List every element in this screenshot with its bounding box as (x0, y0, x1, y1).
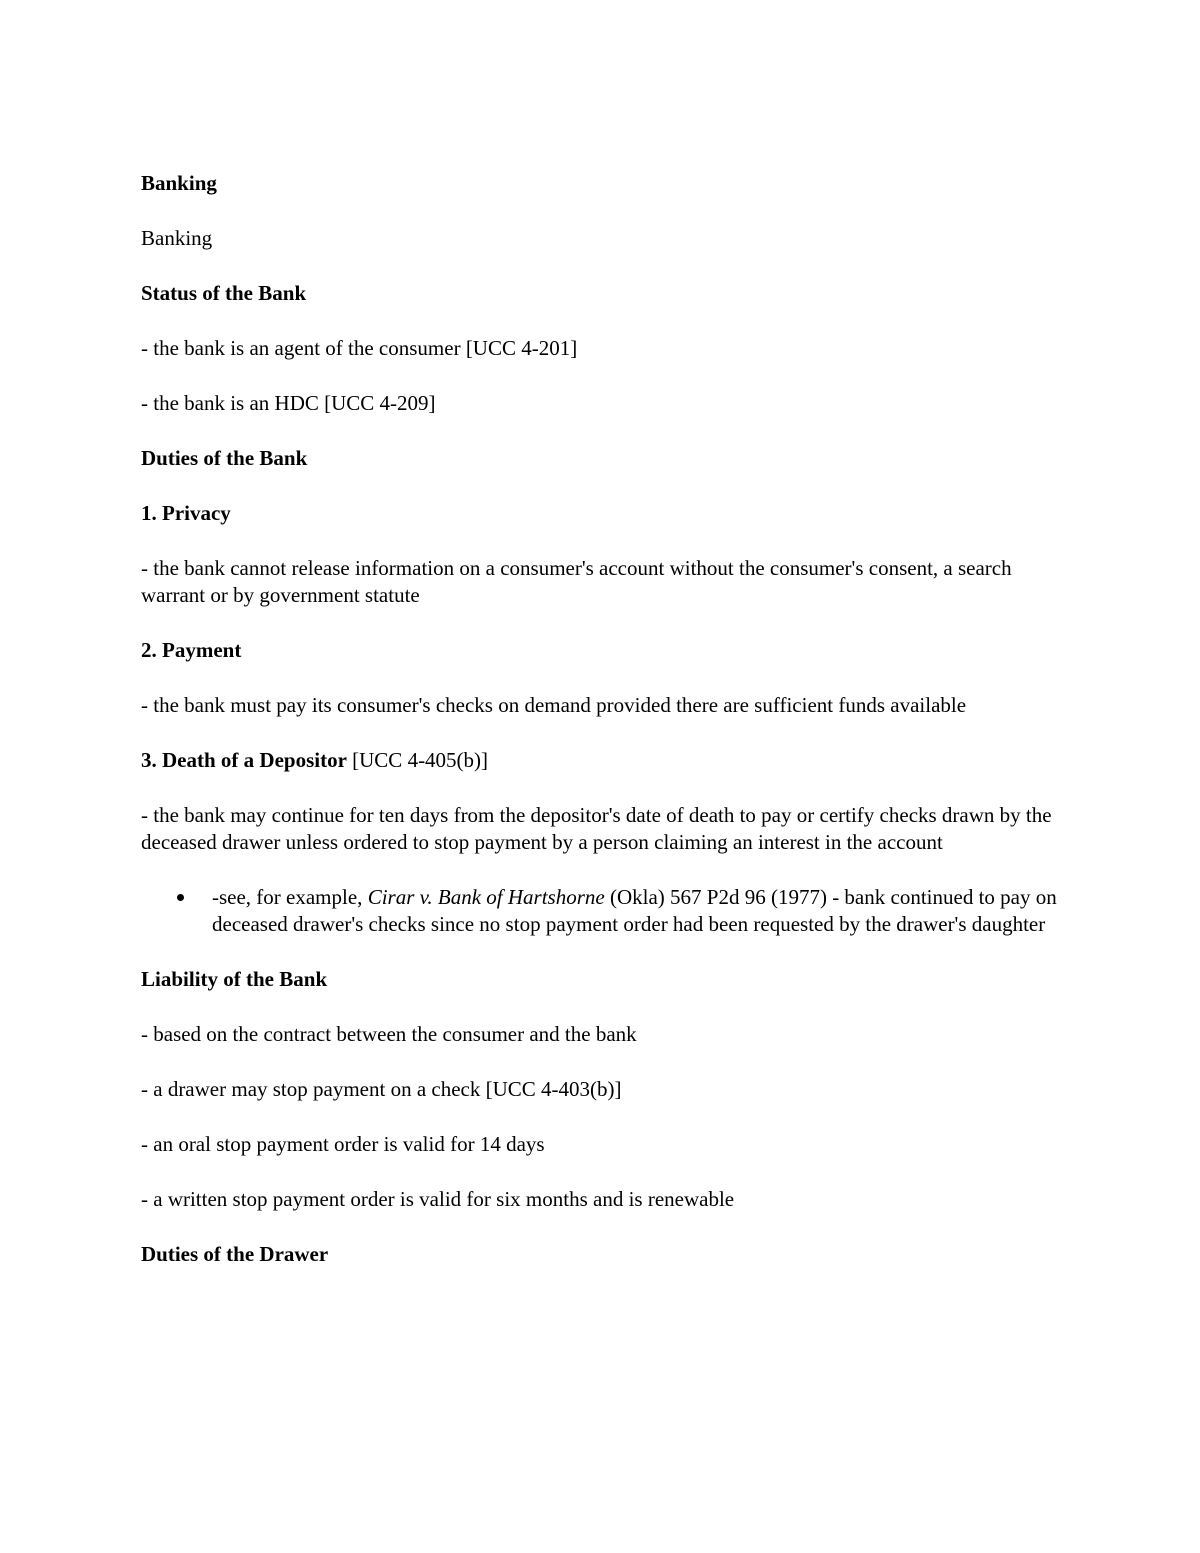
case-prefix: -see, for example, (212, 885, 368, 909)
case-suffix: (Okla) 567 P2d 96 (1977) - bank continued to pay on deceased drawer's checks since no stop payment order had been requested by the drawer's daughter (212, 885, 1057, 936)
case-name: Cirar v. Bank of Hartshorne (367, 885, 605, 909)
privacy-text: - the bank cannot release information on a consumer's account without the consumer's consent, a search warrant or by government statute (141, 556, 1012, 607)
liability-line-contract: - based on the contract between the consumer and the bank (141, 1022, 637, 1046)
death-text: - the bank may continue for ten days from the depositor's date of death to pay or certify checks drawn by the deceased drawer unless ordered to stop payment by a person claiming an interest in the account (141, 803, 1052, 854)
document-subtitle: Banking (141, 226, 213, 250)
death-ucc-reference: [UCC 4-405(b)] (346, 748, 489, 772)
liability-line-oral-order: - an oral stop payment order is valid for 14 days (141, 1132, 545, 1156)
payment-text: - the bank must pay its consumer's checks on demand provided there are sufficient funds available (141, 693, 967, 717)
subheading-death-row (141, 747, 1061, 774)
status-line-hdc: - the bank is an HDC [UCC 4-209] (141, 391, 436, 415)
bullet-icon (177, 894, 184, 901)
section-heading-drawer: Duties of the Drawer (141, 1242, 329, 1266)
section-heading-duties: Duties of the Bank (141, 446, 308, 470)
section-heading-status: Status of the Bank (141, 281, 307, 305)
status-line-agent: - the bank is an agent of the consumer [UCC 4-201] (141, 336, 578, 360)
section-heading-liability: Liability of the Bank (141, 967, 328, 991)
document-page (141, 170, 1061, 1296)
subheading-payment: 2. Payment (141, 638, 242, 662)
list-item (141, 884, 1061, 938)
subheading-privacy: 1. Privacy (141, 501, 231, 525)
liability-line-stop-payment: - a drawer may stop payment on a check [UCC 4-403(b)] (141, 1077, 622, 1101)
document-title: Banking (141, 171, 217, 195)
case-bullet-list (141, 884, 1061, 938)
liability-line-written-order: - a written stop payment order is valid for six months and is renewable (141, 1187, 735, 1211)
subheading-death: 3. Death of a Depositor (141, 748, 347, 772)
